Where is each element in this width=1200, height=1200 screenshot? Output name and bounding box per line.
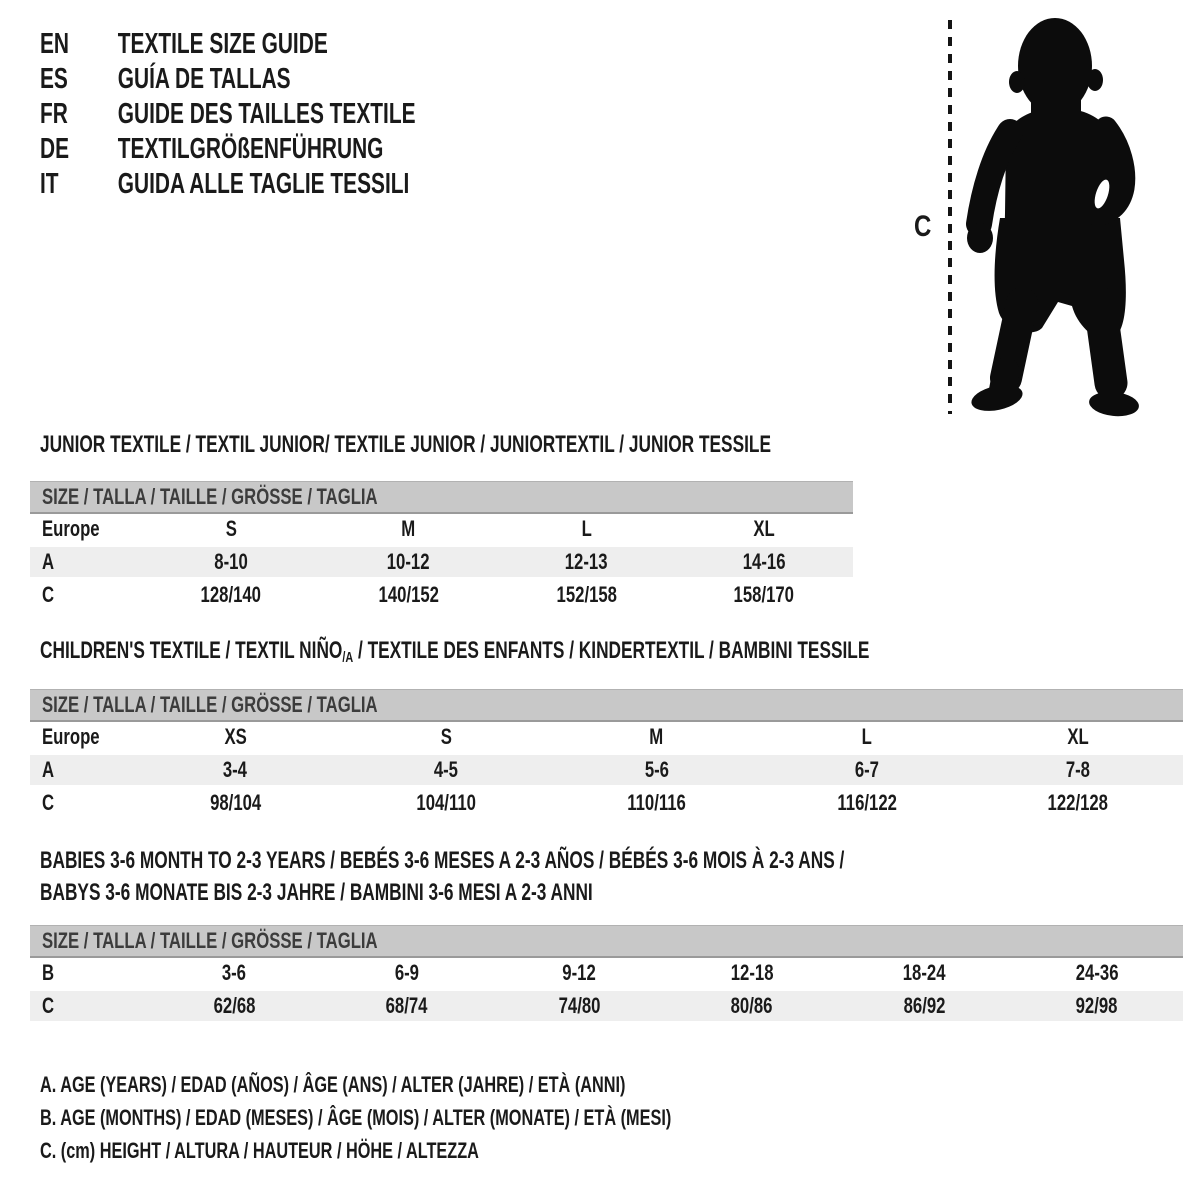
row-label: B xyxy=(30,957,148,990)
size-table-row xyxy=(30,546,853,579)
row-label: A xyxy=(30,546,142,579)
size-table-row xyxy=(30,721,1183,754)
legend-item-a: A. AGE (YEARS) / EDAD (AÑOS) / ÂGE (ANS) / ALTER (JAHRE) / ETÀ (ANNI) xyxy=(40,1072,626,1097)
size-value: M xyxy=(551,721,762,754)
junior-table-title: JUNIOR TEXTILE / TEXTIL JUNIOR/ TEXTILE JUNIOR / JUNIORTEXTIL / JUNIOR TESSILE xyxy=(40,431,771,458)
children-title-sub: /A xyxy=(342,649,354,666)
size-table-row xyxy=(30,990,1183,1023)
language-label: TEXTILE SIZE GUIDE xyxy=(117,28,328,60)
toddler-silhouette-icon xyxy=(967,18,1140,419)
language-code: FR xyxy=(40,98,68,130)
row-label: A xyxy=(30,754,130,787)
language-label: GUIDE DES TAILLES TEXTILE xyxy=(117,98,416,130)
size-value: XS xyxy=(130,721,341,754)
junior-size-table xyxy=(30,481,853,613)
legend-item-c: C. (cm) HEIGHT / ALTURA / HAUTEUR / HÖHE / ALTEZZA xyxy=(40,1138,479,1163)
row-label: Europe xyxy=(30,721,130,754)
measurement-legend xyxy=(40,1068,893,1167)
children-size-table xyxy=(30,689,1183,821)
row-label: C xyxy=(30,579,142,612)
size-table-row xyxy=(30,579,853,612)
size-value: 6-7 xyxy=(762,754,973,787)
size-table-header: SIZE / TALLA / TAILLE / GRÖSSE / TAGLIA xyxy=(30,690,1183,722)
language-row xyxy=(40,27,416,62)
size-value: 152/158 xyxy=(498,579,676,612)
size-value: 24-36 xyxy=(1011,957,1184,990)
language-list xyxy=(40,27,562,202)
language-code: EN xyxy=(40,28,70,60)
size-table-header: SIZE / TALLA / TAILLE / GRÖSSE / TAGLIA xyxy=(30,482,853,514)
language-code: IT xyxy=(40,168,59,200)
babies-table-title-line2: BABYS 3-6 MONATE BIS 2-3 JAHRE / BAMBINI 3-6 MESI A 2-3 ANNI xyxy=(40,879,593,906)
size-table-header: SIZE / TALLA / TAILLE / GRÖSSE / TAGLIA xyxy=(30,926,1183,958)
size-value: 158/170 xyxy=(675,579,853,612)
size-value: 74/80 xyxy=(493,990,666,1023)
size-value: 110/116 xyxy=(551,787,762,820)
size-table-row xyxy=(30,957,1183,990)
row-label: C xyxy=(30,990,148,1023)
size-table-row xyxy=(30,513,853,546)
language-row xyxy=(40,97,416,132)
size-value: 18-24 xyxy=(838,957,1011,990)
language-label: GUIDA ALLE TAGLIE TESSILI xyxy=(117,168,410,200)
language-code: DE xyxy=(40,133,70,165)
size-value: 92/98 xyxy=(1011,990,1184,1023)
size-value: XL xyxy=(972,721,1183,754)
language-row xyxy=(40,167,416,202)
measure-label-c: C xyxy=(914,210,932,243)
size-value: 140/152 xyxy=(320,579,498,612)
size-value: XL xyxy=(675,513,853,546)
size-value: 7-8 xyxy=(972,754,1183,787)
children-title-rest: / TEXTILE DES ENFANTS / KINDERTEXTIL / BAMBINI TESSILE xyxy=(353,637,870,664)
size-value: S xyxy=(142,513,320,546)
size-value: L xyxy=(498,513,676,546)
size-value: 3-4 xyxy=(130,754,341,787)
size-value: 98/104 xyxy=(130,787,341,820)
size-value: 80/86 xyxy=(666,990,839,1023)
language-row xyxy=(40,132,416,167)
size-value: L xyxy=(762,721,973,754)
size-value: 9-12 xyxy=(493,957,666,990)
size-table-row xyxy=(30,754,1183,787)
babies-size-table xyxy=(30,925,1183,1024)
row-label: Europe xyxy=(30,513,142,546)
size-value: 6-9 xyxy=(321,957,494,990)
size-value: 128/140 xyxy=(142,579,320,612)
legend-item-b: B. AGE (MONTHS) / EDAD (MESES) / ÂGE (MOIS) / ALTER (MONATE) / ETÀ (MESI) xyxy=(40,1105,672,1130)
size-value: S xyxy=(341,721,552,754)
size-value: 12-13 xyxy=(498,546,676,579)
size-value: 116/122 xyxy=(762,787,973,820)
size-value: 62/68 xyxy=(148,990,321,1023)
size-value: 12-18 xyxy=(666,957,839,990)
size-value: 5-6 xyxy=(551,754,762,787)
size-value: 3-6 xyxy=(148,957,321,990)
size-value: 10-12 xyxy=(320,546,498,579)
size-value: 104/110 xyxy=(341,787,552,820)
language-row xyxy=(40,62,416,97)
language-label: GUÍA DE TALLAS xyxy=(117,63,291,95)
size-value: 86/92 xyxy=(838,990,1011,1023)
language-code: ES xyxy=(40,63,68,95)
size-value: 122/128 xyxy=(972,787,1183,820)
children-title-main: CHILDREN'S TEXTILE / TEXTIL NIÑO xyxy=(40,637,343,664)
size-value: 14-16 xyxy=(675,546,853,579)
size-guide-figure xyxy=(900,8,1150,422)
size-value: 4-5 xyxy=(341,754,552,787)
row-label: C xyxy=(30,787,130,820)
children-table-title xyxy=(40,638,869,671)
size-value: 68/74 xyxy=(321,990,494,1023)
size-value: M xyxy=(320,513,498,546)
babies-table-title-line1: BABIES 3-6 MONTH TO 2-3 YEARS / BEBÉS 3-6 MESES A 2-3 AÑOS / BÉBÉS 3-6 MOIS À 2-3 ANS / xyxy=(40,847,845,874)
size-table-row xyxy=(30,787,1183,820)
size-value: 8-10 xyxy=(142,546,320,579)
language-label: TEXTILGRÖßENFÜHRUNG xyxy=(117,133,384,165)
